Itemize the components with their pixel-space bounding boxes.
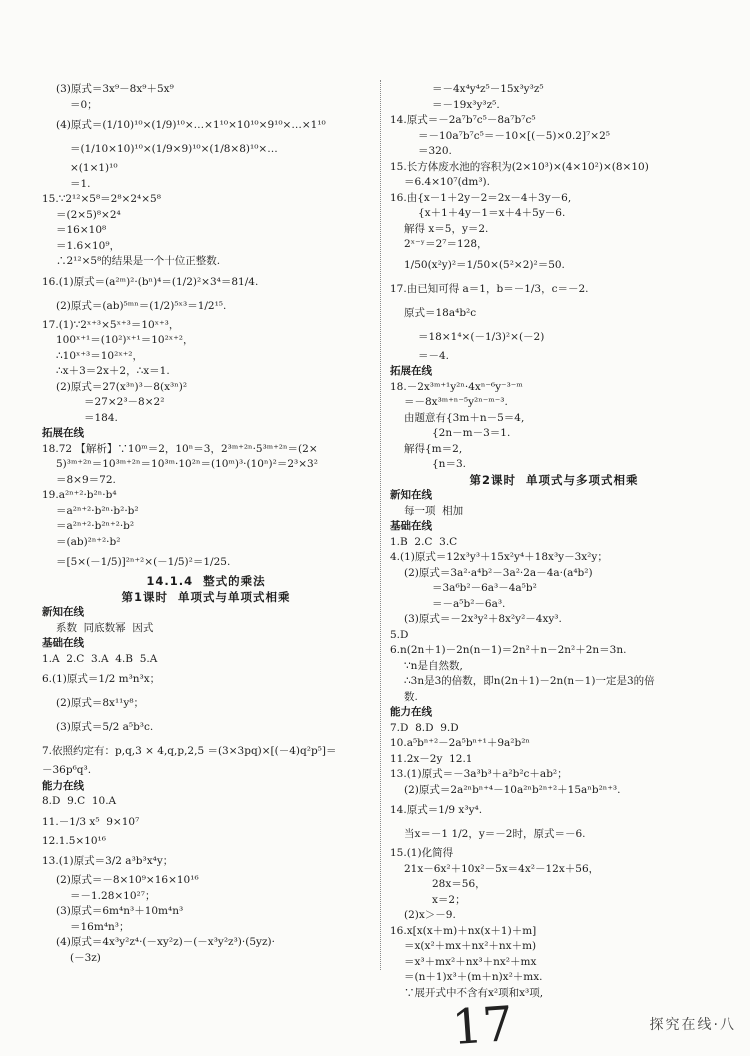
- section-heading: 新知在线: [42, 606, 84, 618]
- lesson-title: 14.1.4 整式的乘法: [146, 574, 266, 588]
- answer-line: 13.(1)原式＝－3a³b³＋a²b²c＋ab²；: [390, 768, 568, 780]
- answer-line: ＝[5×(－1/5)]²ⁿ⁺²×(－1/5)²＝1/25.: [56, 556, 231, 568]
- answer-line: 1.A 2.C 3.A 4.B 5.A: [42, 652, 158, 665]
- answer-line: 14.原式＝1/9 x³y⁴.: [390, 804, 483, 816]
- answer-line: 原式＝18a⁴b²c: [404, 306, 477, 319]
- answer-line: 11.－1/3 x⁵ 9×10⁷: [42, 815, 140, 828]
- answer-line: 16.x[x(x＋m)＋nx(x＋1)＋m]: [390, 924, 537, 937]
- answer-line: 解得{m＝2,: [404, 442, 463, 455]
- column-divider: [380, 80, 381, 970]
- answer-line: ×(1×1)¹⁰: [70, 162, 118, 174]
- answer-line: 6.n(2n＋1)－2n(n－1)＝2n²＋n－2n²＋2n＝3n.: [390, 644, 627, 656]
- answer-line: ∴x＋3＝2x＋2，∴x＝1.: [56, 365, 170, 377]
- answer-line: 解得 x＝5，y＝2.: [404, 222, 489, 235]
- answer-line: ＝(2×5)⁸×2⁴: [56, 208, 121, 221]
- answer-line: (2)原式＝27(x³ⁿ)³－8(x³ⁿ)²: [56, 380, 188, 393]
- footer-brand: 探究在线·八: [649, 1017, 736, 1033]
- answer-line: 13.(1)原式＝3/2 a³b³x⁴y；: [42, 855, 174, 867]
- section-heading: 能力在线: [42, 779, 84, 792]
- answer-line: (2)x＞－9.: [404, 909, 456, 921]
- answer-line: 1.B 2.C 3.C: [390, 535, 458, 548]
- answer-line: ＝184.: [84, 411, 118, 424]
- answer-line: 21x－6x²＋10x²－5x＝4x²－12x＋56，: [404, 862, 600, 875]
- answer-line: ＝(1/10×10)¹⁰×(1/9×9)¹⁰×(1/8×8)¹⁰×…: [70, 143, 278, 155]
- answer-line: ＝1.6×10⁹，: [56, 239, 121, 252]
- answer-line: ＝－4x⁴y⁴z⁵－15x³y³z⁵: [432, 83, 544, 95]
- answer-line: ∴10ˣ⁺³＝10²ˣ⁺²，: [56, 349, 144, 362]
- answer-line: 数.: [404, 690, 418, 703]
- answer-line: ∵展开式中不含有x²项和x³项,: [404, 986, 544, 999]
- answer-line: (2)原式＝8x¹¹y⁸；: [56, 697, 145, 709]
- answer-line: ∴3n是3的倍数，即n(2n＋1)－2n(n－1)一定是3的倍: [404, 675, 655, 687]
- lesson-title: 第2课时 单项式与多项式相乘: [469, 472, 639, 487]
- answer-line: (2)原式＝2a²ⁿbⁿ⁺⁴－10a²ⁿb²ⁿ⁺²＋15aⁿb²ⁿ⁺³.: [404, 783, 621, 796]
- answer-line: ∴2¹²×5⁸的结果是一个十位正整数.: [56, 255, 221, 267]
- answer-line: ＝27×2³－8×2²: [84, 396, 165, 408]
- answer-line: 10.a⁵bⁿ⁺²－2a⁵bⁿ⁺¹＋9a²b²ⁿ: [390, 737, 530, 749]
- answer-line: ＝－8x³ᵐ⁺ⁿ⁻⁵y²ⁿ⁻ᵐ⁻³.: [404, 396, 508, 408]
- answer-line: x＝2；: [432, 893, 466, 906]
- answer-line: {x＋1＋4y－1＝x＋4＋5y－6.: [418, 207, 566, 219]
- answer-line: 18.72 【解析】∵10ᵐ＝2，10ⁿ＝3，2³ᵐ⁺²ⁿ·5³ᵐ⁺²ⁿ＝(2×: [42, 442, 318, 455]
- answer-line: 17.由已知可得 a＝1，b＝－1/3，c＝－2.: [390, 282, 589, 295]
- answer-line: (2)原式＝3a²·a⁴b²－3a²·2a－4a·(a⁴b²): [404, 566, 593, 579]
- answer-line: (3)原式＝3x⁹－8x⁹＋5x⁹: [56, 83, 174, 95]
- answer-line: 当x＝－1 1/2，y＝－2时，原式＝－6.: [404, 828, 586, 840]
- answer-line: ＝(ab)²ⁿ⁺²·b²: [56, 535, 121, 548]
- answer-line: (2)原式＝(ab)⁵ᵐⁿ＝(1/2)⁵ˣ³＝1/2¹⁵.: [56, 299, 227, 312]
- answer-line: ＝x(x²＋mx＋nx²＋nx＋m): [404, 940, 537, 952]
- answer-line: (4)原式＝4x³y²z⁴·(－xy²z)－(－x³y²z³)·(5yz)·: [56, 936, 275, 948]
- answer-line: (3)原式＝5/2 a⁵b³c.: [56, 721, 154, 733]
- answer-line: ＝(n＋1)x³＋(m＋n)x²＋mx.: [404, 971, 543, 983]
- answer-line: ＝0；: [70, 98, 98, 111]
- answer-line: 由题意有{3m＋n－5＝4,: [404, 411, 525, 424]
- section-heading: 能力在线: [390, 706, 432, 718]
- answer-line: (3)原式＝6m⁴n³＋10m⁴n³: [56, 905, 184, 917]
- section-heading: 基础在线: [42, 637, 84, 649]
- answer-line: ＝－19x³y³z⁵.: [432, 98, 500, 111]
- answer-line: －36p⁶q³.: [42, 764, 92, 776]
- answer-line: (2)原式＝－8×10⁹×16×10¹⁶: [56, 874, 199, 886]
- answer-line: 5.D: [390, 628, 409, 641]
- answer-line: 系数 同底数幂 因式: [56, 621, 154, 634]
- answer-line: 16.(1)原式＝(a²ᵐ)²·(bⁿ)⁴＝(1/2)²×3⁴＝81/4.: [42, 275, 259, 288]
- answer-line: ＝16×10⁸: [56, 224, 107, 236]
- answer-line: 28x＝56，: [432, 878, 486, 890]
- answer-line: 11.2x－2y 12.1: [390, 752, 473, 765]
- answer-line: ＝－1.28×10²⁷；: [70, 889, 156, 902]
- answer-line: ＝a²ⁿ⁺²·b²ⁿ·b²·b²: [56, 504, 139, 517]
- answer-line: ＝－10a⁷b⁷c⁵＝－10×[(－5)×0.2]⁷×2⁵: [418, 129, 610, 142]
- answer-line: 每一项 相加: [404, 504, 464, 517]
- answer-line: 17.(1)∵2ˣ⁺³×5ˣ⁺³＝10ˣ⁺³，: [42, 318, 180, 331]
- answer-line: ＝6.4×10⁷(dm³).: [404, 176, 490, 188]
- answer-line: ＝18×1⁴×(－1/3)²×(－2): [418, 330, 545, 343]
- lesson-title: 第1课时 单项式与单项式相乘: [121, 589, 291, 604]
- answer-line: ＝8×9＝72.: [56, 473, 116, 486]
- answer-line: 12.1.5×10¹⁶: [42, 834, 106, 847]
- answer-line: 15.(1)化简得: [390, 847, 454, 859]
- answer-line: 19.a²ⁿ⁺²·b²ⁿ·b⁴: [42, 489, 117, 501]
- section-heading: 拓展在线: [42, 427, 84, 439]
- section-heading: 基础在线: [390, 520, 432, 532]
- section-heading: 拓展在线: [390, 365, 432, 377]
- answer-line: 14.原式＝－2a⁷b⁷c⁵－8a⁷b⁷c⁵: [390, 114, 536, 126]
- answer-line: 2ˣ⁻ʸ＝2⁷＝128，: [404, 238, 488, 250]
- answer-line: 15.长方体废水池的容积为(2×10³)×(4×10²)×(8×10): [390, 160, 649, 173]
- section-heading: 新知在线: [390, 489, 432, 501]
- left-column: [42, 82, 370, 966]
- answer-line: ＝a²ⁿ⁺²·b²ⁿ⁺²·b²: [56, 520, 135, 532]
- answer-line: (4)原式＝(1/10)¹⁰×(1/9)¹⁰×…×1¹⁰×10¹⁰×9¹⁰×…×1¹⁰: [56, 119, 326, 131]
- answer-line: 18.－2x³ᵐ⁺¹y²ⁿ·4xⁿ⁻⁶y⁻³⁻ᵐ: [390, 380, 523, 393]
- answer-line: 6.(1)原式＝1/2 m³n³x；: [42, 673, 161, 685]
- answer-line: 16.由{x－1＋2y－2＝2x－4＋3y－6,: [390, 191, 572, 204]
- answer-line: ＝16m⁴n³；: [70, 920, 130, 933]
- answer-line: ＝－4.: [418, 349, 450, 362]
- answer-line: ＝x³＋mx²＋nx³＋nx²＋mx: [404, 955, 537, 968]
- answer-line: {n＝3.: [432, 458, 466, 470]
- answer-line: 100ˣ⁺¹＝(10²)ˣ⁺¹＝10²ˣ⁺²，: [56, 334, 194, 346]
- answer-line: 4.(1)原式＝12x³y³＋15x²y⁴＋18x³y－3x²y；: [390, 551, 608, 563]
- answer-line: 15.∵2¹²×5⁸＝2⁸×2⁴×5⁸: [42, 193, 161, 205]
- answer-line: 1/50(x²y)²＝1/50×(5²×2)²＝50.: [404, 258, 565, 271]
- answer-line: (3)原式＝－2x³y²＋8x²y²－4xy³.: [404, 613, 562, 625]
- handwritten-page-number: 17: [450, 995, 515, 1056]
- answer-line: 7.D 8.D 9.D: [390, 721, 459, 734]
- answer-line: ＝1.: [70, 177, 91, 190]
- answer-line: 8.D 9.C 10.A: [42, 795, 117, 807]
- answer-line: 7.依照约定有：p,q,3 × 4,q,p,2,5 ＝(3×3pq)×[(－4)q²p⁵]＝: [42, 745, 337, 757]
- answer-line: ＝3a⁶b²－6a³－4a⁵b²: [432, 582, 537, 594]
- right-column: [390, 82, 718, 1001]
- answer-line: ∵n是自然数,: [404, 659, 463, 672]
- answer-line: {2n－m－3＝1.: [432, 427, 511, 439]
- answer-line: ＝320.: [418, 145, 452, 157]
- answer-line: 5)³ᵐ⁺²ⁿ＝10³ᵐ⁺²ⁿ＝10³ᵐ·10²ⁿ＝(10ᵐ)³·(10ⁿ)²＝2³×3²: [56, 458, 318, 470]
- answer-line: ＝－a⁵b²－6a³.: [432, 597, 506, 610]
- answer-line: (－3z): [70, 951, 101, 964]
